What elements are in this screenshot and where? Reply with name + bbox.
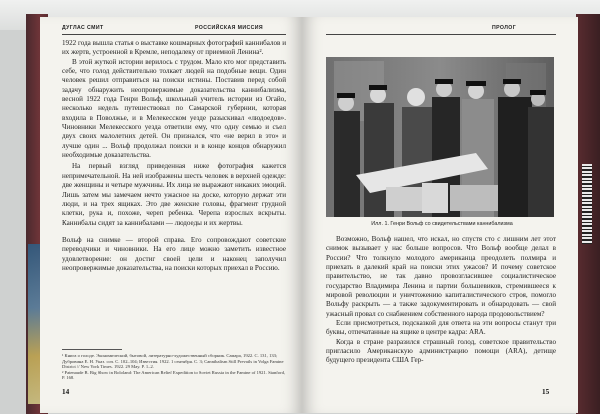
footnote-rule	[62, 349, 122, 350]
paragraph: Вольф на снимке — второй справа. Его сопровождают советские переводчики и чиновники. На его лице можно заметить известное удовлетворение: он достиг своей цели и наконец заполучил неопровержимые доказательства, на поиски которых приехал в Россию.	[62, 235, 286, 272]
footnote: ¹ Книга о голоде. Экономический, бытовой, литературно-художественный сборник. Самара, 1922. С. 131, 133; Дубровина Е. Н. Указ. соч. С. 102–104; Известия. 1922. 1 сентября. С. 3; Cannibalism Still Prevails in Volga Famine District // New York Times. 1922. 29 May. P. 1–2.	[62, 353, 284, 369]
paragraph: Если присмотреться, подсказкой для ответа на эти вопросы станут три буквы, отпечатанные на ящике в центре кадра: ARA.	[326, 319, 556, 337]
paragraph: На первый взгляд приведенная ниже фотография кажется непримечательной. На ней изображены шесть человек в верхней одежде: две женщины и четыре мужчины. Их лица не выражают никаких эмоций. Лишь затем мы замечаем нечто ужасное на доске, которую держат эти люди, и на трех ящиках. Это две женские головы, фрагмент грудной клетки, рука и, похоже, череп ребенка. Черепа взрослых вскрыты. Каннибалы сидят за каннибалами — людоеды и их жертвы.	[62, 162, 286, 227]
cover-art-strip	[28, 244, 40, 404]
header-rule	[326, 34, 556, 35]
paragraph: Возможно, Вольф нашел, что искал, но спустя сто с лишним лет этот снимок вызывает у нас больше вопросов. Что Вольф вообще делал в России? Что толкнуло молодого американца преодолеть полмира и приехать в далекий край на поиски этих ужасов? И почему советское правительство, не так давно провозгласившее социалистическое государство Владимира Ленина и партии большевиков, стремившееся к мировой революции и уничтожению капиталистического строя, помогло Вольфу раскрыть — а также задокументировать и обнародовать — свой ужасный провал со снабжением собственного народа продовольствием?	[326, 235, 556, 318]
running-head-author: ДУГЛАС СМИТ	[62, 25, 104, 31]
running-head-title: РОССИЙСКАЯ МИССИЯ	[195, 25, 264, 31]
footnote: ² Patenaude B. Big Show in Bololand: The American Relief Expedition to Soviet Russia in the Famine of 1921. Stanford, P. 168.	[62, 369, 286, 380]
footnotes	[62, 353, 286, 381]
left-body-text	[62, 39, 286, 273]
page-number: 15	[542, 388, 550, 396]
paragraph: 1922 года вышла статья о выставке кошмарных фотографий каннибалов и их жертв, устроенной в Кремле, неподалеку от приемной Ленина².	[62, 39, 286, 57]
paragraph: В этой жуткой истории верилось с трудом. Мало кто мог представить себе, что голод действительно толкает людей на подобные вещи. Один человек решил отправиться на поиски истины. Поставив перед собой задачу обнаружить неопровержимые доказательства каннибализма, весной 1922 года Генри Вольф, школьный учитель истории из Огайо, несколько недель путешествовал по Самарской губернии, которая входила в Поволжье, и в Мелекесском уезде разыскивал «людоедов». Чиновники Мелекесского уезда ответили ему, что одну семью и съел двух своих малолетних детей. Он признался, что «не верил в это» и лучше один ... Вольф продолжал поиски и в конце концов обнаружил необходимые доказательства.	[62, 57, 286, 160]
photo-illustration	[326, 57, 554, 217]
left-page	[40, 17, 302, 413]
header-rule	[62, 34, 286, 35]
running-head-chapter: ПРОЛОГ	[492, 25, 517, 31]
right-page	[302, 17, 578, 413]
barcode-icon	[582, 164, 592, 244]
historical-photograph	[326, 57, 554, 217]
right-body-text	[326, 235, 556, 366]
photo-caption: Илл. 1. Генри Вольф со свидетельствами каннибализма	[371, 221, 513, 227]
book-cover-right	[576, 14, 600, 414]
page-number: 14	[62, 388, 70, 396]
paragraph: Когда в стране разразился страшный голод, советское правительство пригласило Американскую администрацию помощи (ARA), детище будущего президента США Гер-	[326, 337, 556, 365]
